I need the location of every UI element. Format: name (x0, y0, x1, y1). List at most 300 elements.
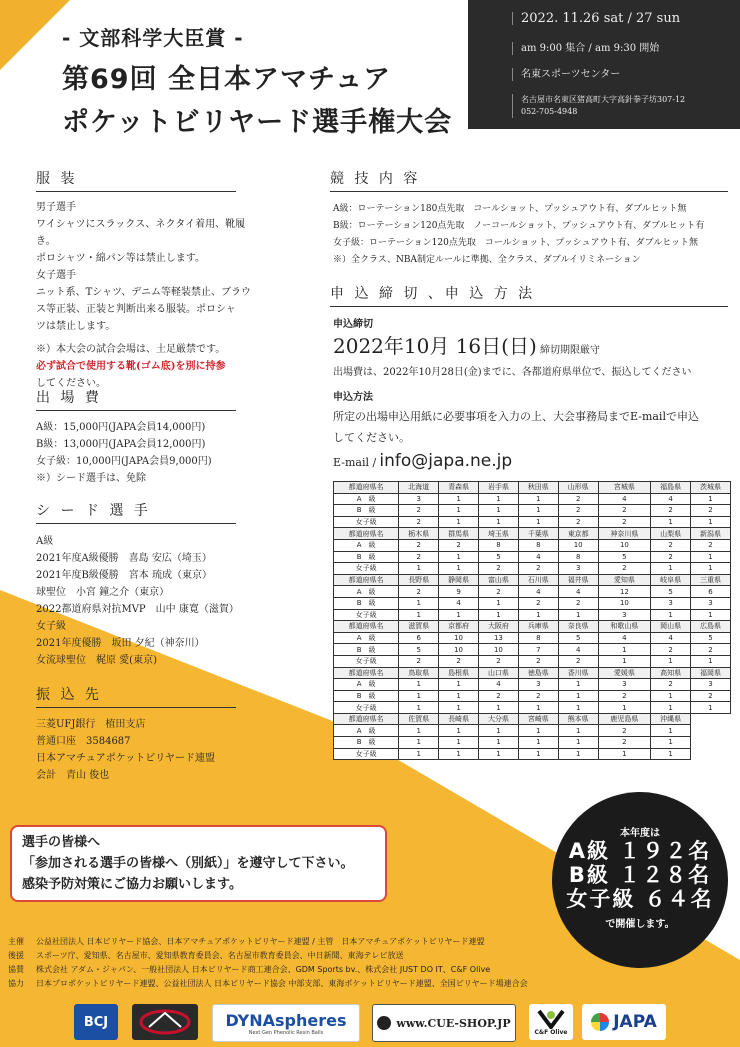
count-cell-b: 10 (479, 644, 519, 656)
count-cell-a: 2 (558, 493, 598, 505)
prefecture-cell: 山口県 (479, 667, 519, 679)
prefecture-cell: 香川県 (558, 667, 598, 679)
prefecture-cell: 青森県 (439, 482, 479, 494)
fee-text (36, 419, 251, 487)
count-cell-a: 1 (399, 725, 439, 737)
table-row (334, 632, 731, 644)
count-cell-a: 2 (479, 586, 519, 598)
count-cell-a: 1 (439, 679, 479, 691)
count-cell-women: 2 (518, 563, 558, 575)
count-cell-b: 2 (399, 505, 439, 517)
table-row (334, 679, 731, 691)
count-cell-women: 3 (598, 609, 651, 621)
count-cell-b: 3 (651, 597, 691, 609)
notice-line2: 「参加される選手の皆様へ（別紙）」を遵守して下さい。 (22, 856, 354, 871)
prefecture-cell: 宮城県 (598, 482, 651, 494)
cf-olive-name: C&F Olive (534, 1028, 568, 1036)
table-row (334, 528, 731, 540)
count-cell-b: 1 (399, 597, 439, 609)
count-cell-b (691, 737, 731, 749)
table-row (334, 609, 731, 621)
count-cell-a: 1 (558, 725, 598, 737)
seed-line: 2022都道府県対抗MVP 山中 康寛（滋賀） (36, 604, 239, 615)
attire-line: ス等正装、正装と判断出来る服装。ポロシャ (36, 304, 236, 315)
table-row (334, 493, 731, 505)
prefecture-cell: 神奈川県 (598, 528, 651, 540)
table-row (334, 482, 731, 494)
event-time: am 9:00 集合 / am 9:30 開始 (512, 42, 659, 55)
count-cell-b: 7 (518, 644, 558, 656)
row-label: A 級 (334, 539, 399, 551)
count-women: 女子級 ６４名 (566, 887, 714, 911)
prefecture-cell: 京都府 (439, 621, 479, 633)
count-cell-b: 1 (691, 551, 731, 563)
count-bottom: で開催します。 (605, 919, 675, 930)
count-cell-women: 1 (399, 748, 439, 760)
count-cell-women: 1 (439, 516, 479, 528)
event-address-block (512, 94, 685, 118)
table-row (334, 586, 731, 598)
notice-box (10, 825, 387, 902)
table-row (334, 563, 731, 575)
table-row (334, 713, 731, 725)
count-cell-a: 12 (598, 586, 651, 598)
prefecture-cell: 福井県 (558, 574, 598, 586)
count-cell-women: 1 (598, 655, 651, 667)
count-cell-b: 2 (598, 737, 651, 749)
row-label: B 級 (334, 551, 399, 563)
competition-line: 女子級：ローテーション120点先取 コールショット、プッシュアウト有、ダブルヒット無 (333, 238, 698, 248)
seed-line: 女子級 (36, 621, 66, 632)
corner-triangle (0, 0, 70, 70)
fee-line: A級：15,000円(JAPA会員14,000円) (36, 422, 206, 433)
count-a: A級 １９２名 (568, 839, 712, 863)
count-cell-a: 1 (558, 679, 598, 691)
prefecture-cell: 和歌山県 (598, 621, 651, 633)
count-cell-b: 1 (558, 690, 598, 702)
count-cell-b: 5 (399, 644, 439, 656)
table-row (334, 505, 731, 517)
credit-text: スポーツ庁、愛知県、名古屋市、愛知県教育委員会、名古屋市教育委員会、中日新聞、東海テレビ放送 (36, 951, 404, 960)
event-subtitle: - 文部科学大臣賞 - (62, 26, 244, 50)
seed-line: 2021年度B級優勝 宮本 琉成（東京） (36, 570, 212, 581)
count-cell-b: 1 (479, 505, 519, 517)
row-label: 都道府県名 (334, 528, 399, 540)
count-cell-a: 2 (439, 539, 479, 551)
event-title-line2: ポケットビリヤード選手権大会 (62, 107, 453, 138)
row-label: A 級 (334, 632, 399, 644)
count-cell-women: 2 (558, 516, 598, 528)
count-cell-a: 1 (479, 493, 519, 505)
attire-line: ニット系、Tシャツ、デニム等軽装禁止、ブラウ (36, 287, 251, 298)
table-row (334, 516, 731, 528)
prefecture-cell: 熊本県 (558, 713, 598, 725)
attire-text (36, 199, 251, 392)
bcj-logo: BCJ (74, 1004, 118, 1040)
count-cell-b: 2 (518, 597, 558, 609)
count-cell-a: 4 (479, 679, 519, 691)
count-cell-women (691, 748, 731, 760)
table-row (334, 551, 731, 563)
count-top: 本年度は (620, 828, 660, 839)
table-row (334, 737, 731, 749)
count-cell-b: 2 (598, 690, 651, 702)
count-cell-a: 2 (691, 539, 731, 551)
table-row (334, 644, 731, 656)
count-cell-b: 2 (399, 551, 439, 563)
prefecture-cell: 千葉県 (518, 528, 558, 540)
event-info-box (468, 0, 740, 129)
event-title-line1: 第69回 全日本アマチュア (62, 64, 392, 95)
dyna-name: DYNAspheres (225, 1010, 347, 1030)
count-cell-a: 2 (399, 586, 439, 598)
table-row (334, 702, 731, 714)
count-cell-b: 1 (651, 690, 691, 702)
table-row (334, 725, 731, 737)
credit-line (8, 949, 528, 963)
count-cell-a: 4 (651, 493, 691, 505)
credit-label: 協賛 (8, 965, 24, 974)
count-cell-b: 4 (558, 644, 598, 656)
section-title-application: 申 込 締 切 、申 込 方 法 (330, 283, 728, 307)
table-row (334, 748, 731, 760)
count-cell-women: 1 (651, 702, 691, 714)
prefecture-cell: 奈良県 (558, 621, 598, 633)
dynaspheres-logo (212, 1004, 360, 1042)
row-label: B 級 (334, 644, 399, 656)
credit-text: 日本プロポケットビリヤード連盟、公益社団法人 日本ビリヤード協会 中部支部、東海ポケットビリヤード連盟、全国ビリヤード場連合会 (36, 979, 528, 988)
row-label: A 級 (334, 586, 399, 598)
count-cell-women: 1 (479, 516, 519, 528)
row-label: 女子級 (334, 609, 399, 621)
count-cell-women: 1 (518, 748, 558, 760)
count-cell-women: 1 (691, 702, 731, 714)
table-row (334, 690, 731, 702)
count-cell-women: 1 (399, 609, 439, 621)
email-label: E-mail / (333, 456, 377, 469)
prefecture-cell: 埼玉県 (479, 528, 519, 540)
prefecture-cell: 栃木県 (399, 528, 439, 540)
count-cell-b: 2 (518, 690, 558, 702)
count-cell-b: 5 (598, 551, 651, 563)
count-cell-b: 2 (479, 690, 519, 702)
count-cell-b: 1 (439, 690, 479, 702)
competition-line: B級：ローテーション120点先取 ノーコールショット、プッシュアウト有、ダブルヒット有 (333, 221, 705, 231)
count-cell-a: 4 (558, 586, 598, 598)
prefecture-cell: 岩手県 (479, 482, 519, 494)
table-row (334, 621, 731, 633)
count-cell-a: 4 (598, 632, 651, 644)
prefecture-cell: 宮崎県 (518, 713, 558, 725)
sponsor-logos (74, 1004, 674, 1042)
count-cell-a: 1 (518, 493, 558, 505)
count-cell-a: 4 (651, 632, 691, 644)
count-cell-women: 1 (691, 563, 731, 575)
count-cell-women: 1 (651, 516, 691, 528)
row-label: A 級 (334, 679, 399, 691)
count-cell-a: 4 (518, 586, 558, 598)
table-row (334, 655, 731, 667)
count-b: B級 １２８名 (568, 863, 712, 887)
prefecture-cell: 北海道 (399, 482, 439, 494)
event-phone: 052-705-4948 (521, 107, 578, 116)
count-cell-a: 1 (691, 493, 731, 505)
count-cell-women: 1 (479, 748, 519, 760)
count-cell-b: 1 (479, 737, 519, 749)
prefecture-cell: 長野県 (399, 574, 439, 586)
count-cell-b: 5 (479, 551, 519, 563)
attire-line: ポロシャツ・綿パン等は禁止します。 (36, 253, 205, 264)
fee-line: 女子級：10,000円(JAPA会員9,000円) (36, 456, 212, 467)
row-label: A 級 (334, 493, 399, 505)
prefecture-cell: 愛媛県 (598, 667, 651, 679)
ball-icon (377, 1016, 391, 1030)
count-cell-a: 4 (598, 493, 651, 505)
count-cell-a: 6 (691, 586, 731, 598)
section-title-seed: シ ー ド 選 手 (36, 500, 236, 524)
count-cell-a: 1 (479, 725, 519, 737)
count-cell-women: 1 (558, 702, 598, 714)
count-cell-a: 13 (479, 632, 519, 644)
bank-line: 三菱UFJ銀行 植田支店 (36, 719, 146, 730)
attire-warning: 必ず試合で使用する靴(ゴム底)を別に持参 (36, 361, 226, 372)
count-cell-b: 1 (399, 737, 439, 749)
count-cell-b: 10 (439, 644, 479, 656)
credit-line (8, 935, 528, 949)
prefecture-cell: 茨城県 (691, 482, 731, 494)
attire-warning-tail: してください。 (36, 378, 106, 389)
row-label: B 級 (334, 737, 399, 749)
count-cell-women: 3 (558, 563, 598, 575)
count-cell-a: 10 (558, 539, 598, 551)
count-cell-women: 1 (691, 609, 731, 621)
prefecture-cell: 高知県 (651, 667, 691, 679)
count-cell-b: 1 (518, 737, 558, 749)
table-row (334, 539, 731, 551)
fee-line: B級：13,000円(JAPA会員12,000円) (36, 439, 206, 450)
count-cell-women: 1 (439, 702, 479, 714)
count-cell-b: 1 (439, 551, 479, 563)
deadline-label: 申込締切 (333, 319, 373, 330)
prefecture-cell: 福島県 (651, 482, 691, 494)
credit-label: 後援 (8, 951, 24, 960)
count-cell-b: 2 (598, 505, 651, 517)
event-venue: 名東スポーツセンター (512, 68, 620, 81)
cue-shop-url: www.CUE-SHOP.JP (396, 1016, 511, 1030)
prefecture-cell: 群馬県 (439, 528, 479, 540)
count-cell-b: 2 (558, 597, 598, 609)
table-row (334, 574, 731, 586)
prefecture-cell: 岐阜県 (651, 574, 691, 586)
count-cell-women: 2 (598, 563, 651, 575)
section-title-attire: 服 装 (36, 168, 236, 192)
row-label: 女子級 (334, 563, 399, 575)
prefecture-cell: 長崎県 (439, 713, 479, 725)
row-label: 都道府県名 (334, 713, 399, 725)
japa-logo (582, 1004, 666, 1040)
count-cell-b: 1 (439, 737, 479, 749)
prefecture-cell: 島根県 (439, 667, 479, 679)
row-label: 女子級 (334, 702, 399, 714)
count-cell-women: 1 (439, 563, 479, 575)
count-cell-women: 2 (518, 655, 558, 667)
bank-line: 普通口座 3584687 (36, 736, 131, 747)
cf-olive-logo (529, 1004, 573, 1040)
prefecture-cell: 岡山県 (651, 621, 691, 633)
cf-olive-mark (537, 1009, 565, 1029)
bank-text (36, 716, 266, 784)
credit-line (8, 977, 528, 991)
count-cell-a: 5 (558, 632, 598, 644)
attire-line: 女子選手 (36, 270, 76, 281)
japa-name: JAPA (613, 1012, 657, 1032)
credit-line (8, 963, 528, 977)
section-title-competition: 競 技 内 容 (330, 168, 728, 192)
row-label: 都道府県名 (334, 621, 399, 633)
count-cell-a: 3 (691, 679, 731, 691)
count-cell-women: 1 (558, 609, 598, 621)
count-cell-b: 2 (691, 644, 731, 656)
count-cell-a: 3 (518, 679, 558, 691)
count-cell-women: 2 (479, 655, 519, 667)
count-cell-women: 1 (598, 702, 651, 714)
application-text (333, 316, 733, 477)
count-cell-women: 2 (558, 655, 598, 667)
count-cell-women: 2 (439, 655, 479, 667)
count-cell-a: 10 (439, 632, 479, 644)
count-cell-a: 9 (439, 586, 479, 598)
count-cell-b: 2 (651, 644, 691, 656)
count-cell-women: 2 (399, 655, 439, 667)
payment-note: 出場費は、2022年10月28日(金)までに、各都道府県単位で、振込してください (333, 367, 692, 378)
count-cell-women: 2 (399, 516, 439, 528)
count-cell-b: 1 (651, 737, 691, 749)
organizer-credits (8, 935, 528, 991)
seed-line: 球聖位 小宮 鐘之介（東京） (36, 587, 170, 598)
count-cell-women: 1 (439, 748, 479, 760)
count-cell-women: 1 (399, 702, 439, 714)
count-cell-a: 1 (439, 493, 479, 505)
count-cell-a: 1 (518, 725, 558, 737)
credit-text: 株式会社 アダム・ジャパン、一般社団法人 日本ビリヤード商工連合会、GDM Sports bv.、株式会社 JUST DO IT、C&F Olive (36, 965, 491, 974)
count-cell-women: 1 (518, 702, 558, 714)
count-cell-a: 5 (651, 586, 691, 598)
credit-text: 公益社団法人 日本ビリヤード協会、日本アマチュアポケットビリヤード連盟 / 主管 日本アマチュアポケットビリヤード連盟 (36, 937, 485, 946)
prefecture-cell: 佐賀県 (399, 713, 439, 725)
count-cell-b: 2 (558, 505, 598, 517)
count-cell-women: 1 (479, 702, 519, 714)
prefecture-cell: 秋田県 (518, 482, 558, 494)
prefecture-cell: 滋賀県 (399, 621, 439, 633)
competition-line: ※）全クラス、NBA制定ルールに準拠、全クラス、ダブルイリミネーション (333, 255, 641, 265)
count-cell-b: 2 (691, 690, 731, 702)
competition-line: A級：ローテーション180点先取 コールショット、プッシュアウト有、ダブルヒット無 (333, 204, 687, 214)
cue-shop-logo (372, 1004, 516, 1042)
email-link[interactable]: info@japa.ne.jp (379, 451, 513, 471)
count-cell-a: 1 (399, 679, 439, 691)
row-label: 都道府県名 (334, 482, 399, 494)
count-cell-b: 1 (479, 597, 519, 609)
table-row (334, 667, 731, 679)
count-cell-b: 2 (691, 505, 731, 517)
count-cell-b: 1 (598, 644, 651, 656)
count-cell-a (691, 725, 731, 737)
attire-line: ※）本大会の試合会場は、土足厳禁です。 (36, 344, 226, 355)
count-cell-women: 1 (651, 655, 691, 667)
count-cell-a: 3 (399, 493, 439, 505)
count-cell-a: 3 (598, 679, 651, 691)
prefecture-cell: 福岡県 (691, 667, 731, 679)
count-cell-b: 4 (439, 597, 479, 609)
bank-line: 会計 青山 俊也 (36, 770, 110, 781)
prefecture-cell: 山梨県 (651, 528, 691, 540)
count-cell-a: 8 (518, 632, 558, 644)
count-cell-b: 8 (558, 551, 598, 563)
prefecture-cell (691, 713, 731, 725)
credit-label: 主催 (8, 937, 24, 946)
notice-line1: 選手の皆様へ (22, 835, 101, 850)
row-label: 女子級 (334, 516, 399, 528)
count-cell-women: 2 (598, 516, 651, 528)
seed-line: 2021年度A級優勝 喜島 安広（埼玉） (36, 553, 212, 564)
fee-line: ※）シード選手は、免除 (36, 473, 146, 484)
prefecture-cell: 徳島県 (518, 667, 558, 679)
count-cell-a: 2 (598, 725, 651, 737)
count-cell-b: 1 (439, 505, 479, 517)
prefecture-cell: 東京都 (558, 528, 598, 540)
count-cell-a: 8 (518, 539, 558, 551)
count-cell-women: 2 (479, 563, 519, 575)
seed-text (36, 533, 266, 669)
adam-logo-mark (135, 1007, 195, 1037)
count-cell-women: 1 (518, 609, 558, 621)
count-cell-women: 1 (651, 748, 691, 760)
section-title-fee: 出 場 費 (36, 387, 236, 411)
count-cell-women: 1 (518, 516, 558, 528)
deadline-date: 2022年10月 16日(日) (333, 334, 537, 358)
row-label: B 級 (334, 597, 399, 609)
count-cell-women: 1 (598, 748, 651, 760)
attire-line: ツは禁止します。 (36, 321, 116, 332)
event-address: 名古屋市名東区猪高町大字高針拳子坊307-12 (521, 95, 686, 104)
notice-line3: 感染予防対策にご協力お願いします。 (22, 877, 242, 892)
row-label: B 級 (334, 690, 399, 702)
participant-count-badge (552, 792, 728, 968)
seed-line: 2021年度優勝 坂田 夕紀（神奈川） (36, 638, 205, 649)
prefecture-cell: 富山県 (479, 574, 519, 586)
count-cell-women: 1 (479, 609, 519, 621)
prefecture-cell: 新潟県 (691, 528, 731, 540)
count-cell-b: 10 (598, 597, 651, 609)
count-cell-b: 1 (518, 505, 558, 517)
prefecture-cell: 兵庫県 (518, 621, 558, 633)
prefecture-cell: 山形県 (558, 482, 598, 494)
count-cell-a: 8 (479, 539, 519, 551)
count-cell-a: 2 (651, 679, 691, 691)
count-cell-women: 1 (558, 748, 598, 760)
method-line1: 所定の出場申込用紙に必要事項を入力の上、大会事務局までE-mailで申込 (333, 410, 699, 423)
count-cell-a: 2 (651, 539, 691, 551)
prefecture-cell: 静岡県 (439, 574, 479, 586)
prefecture-cell: 愛知県 (598, 574, 651, 586)
japa-mark-icon (591, 1013, 609, 1031)
event-header (62, 22, 452, 143)
count-cell-a: 2 (399, 539, 439, 551)
prefecture-cell: 大分県 (479, 713, 519, 725)
row-label: B 級 (334, 505, 399, 517)
competition-text (333, 201, 733, 269)
prefecture-cell: 鳥取県 (399, 667, 439, 679)
